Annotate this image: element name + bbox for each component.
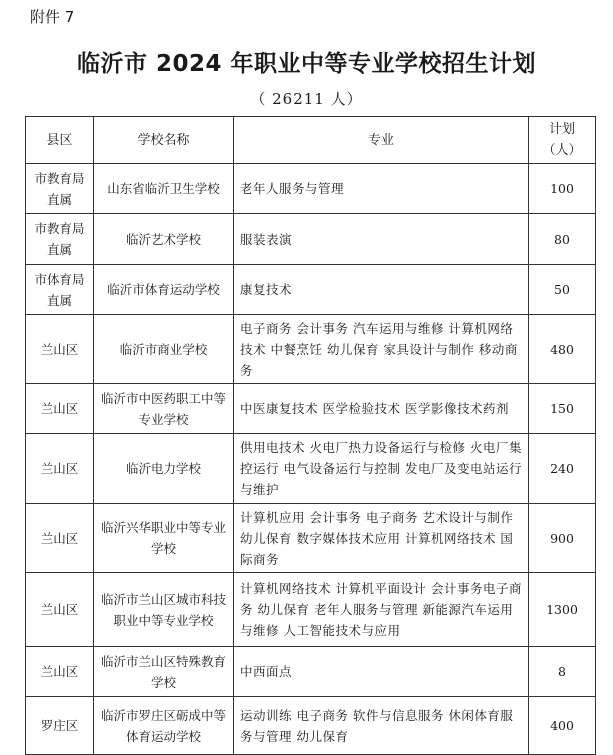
table-header-row bbox=[26, 117, 596, 164]
school-cell: 临沂市罗庄区砺成中等体育运动学校 bbox=[94, 697, 234, 755]
school-cell: 临沂市中医药职工中等专业学校 bbox=[94, 384, 234, 434]
plan-cell: 150 bbox=[529, 384, 596, 434]
school-cell: 临沂市体育运动学校 bbox=[94, 265, 234, 315]
majors-cell: 运动训练 电子商务 软件与信息服务 休闲体育服务与管理 幼儿保育 bbox=[234, 697, 529, 755]
county-cell: 兰山区 bbox=[26, 315, 94, 384]
school-cell: 临沂电力学校 bbox=[94, 434, 234, 504]
table-row bbox=[26, 434, 596, 504]
plan-cell: 400 bbox=[529, 697, 596, 755]
table-row bbox=[26, 573, 596, 647]
county-cell: 市教育局直属 bbox=[26, 164, 94, 214]
table-row bbox=[26, 315, 596, 384]
majors-cell: 中西面点 bbox=[234, 647, 529, 697]
majors-cell: 服装表演 bbox=[234, 214, 529, 265]
table-row bbox=[26, 214, 596, 265]
plan-cell: 240 bbox=[529, 434, 596, 504]
majors-cell: 老年人服务与管理 bbox=[234, 164, 529, 214]
plan-cell: 50 bbox=[529, 265, 596, 315]
plan-cell: 900 bbox=[529, 504, 596, 573]
majors-cell: 康复技术 bbox=[234, 265, 529, 315]
enrollment-plan-table bbox=[25, 116, 596, 755]
table-row bbox=[26, 265, 596, 315]
school-cell: 山东省临沂卫生学校 bbox=[94, 164, 234, 214]
school-cell: 临沂市兰山区特殊教育学校 bbox=[94, 647, 234, 697]
majors-cell: 供用电技术 火电厂热力设备运行与检修 火电厂集控运行 电气设备运行与控制 发电厂及变电站运行与维护 bbox=[234, 434, 529, 504]
header-school: 学校名称 bbox=[94, 117, 234, 164]
school-cell: 临沂艺术学校 bbox=[94, 214, 234, 265]
county-cell: 兰山区 bbox=[26, 647, 94, 697]
county-cell: 市教育局直属 bbox=[26, 214, 94, 265]
attachment-label: 附件 7 bbox=[30, 8, 75, 26]
total-count: （ 26211 人） bbox=[250, 90, 363, 108]
school-cell: 临沂市商业学校 bbox=[94, 315, 234, 384]
county-cell: 兰山区 bbox=[26, 504, 94, 573]
county-cell: 兰山区 bbox=[26, 434, 94, 504]
table-row bbox=[26, 504, 596, 573]
majors-cell: 中医康复技术 医学检验技术 医学影像技术药剂 bbox=[234, 384, 529, 434]
header-plan: 计划（人） bbox=[529, 117, 596, 164]
school-cell: 临沂兴华职业中等专业学校 bbox=[94, 504, 234, 573]
table-row bbox=[26, 647, 596, 697]
plan-cell: 480 bbox=[529, 315, 596, 384]
header-county: 县区 bbox=[26, 117, 94, 164]
county-cell: 兰山区 bbox=[26, 573, 94, 647]
majors-cell: 电子商务 会计事务 汽车运用与维修 计算机网络技术 中餐烹饪 幼儿保育 家具设计与制作 移动商务 bbox=[234, 315, 529, 384]
county-cell: 市体育局直属 bbox=[26, 265, 94, 315]
plan-cell: 80 bbox=[529, 214, 596, 265]
plan-cell: 8 bbox=[529, 647, 596, 697]
county-cell: 兰山区 bbox=[26, 384, 94, 434]
table-row bbox=[26, 384, 596, 434]
plan-cell: 100 bbox=[529, 164, 596, 214]
table-row bbox=[26, 164, 596, 214]
majors-cell: 计算机网络技术 计算机平面设计 会计事务电子商务 幼儿保育 老年人服务与管理 新能源汽车运用与维修 人工智能技术与应用 bbox=[234, 573, 529, 647]
page-title: 临沂市 2024 年职业中等专业学校招生计划 bbox=[76, 51, 537, 77]
header-majors: 专业 bbox=[234, 117, 529, 164]
majors-cell: 计算机应用 会计事务 电子商务 艺术设计与制作 幼儿保育 数字媒体技术应用 计算机网络技术 国际商务 bbox=[234, 504, 529, 573]
school-cell: 临沂市兰山区城市科技职业中等专业学校 bbox=[94, 573, 234, 647]
county-cell: 罗庄区 bbox=[26, 697, 94, 755]
table-row bbox=[26, 697, 596, 755]
plan-cell: 1300 bbox=[529, 573, 596, 647]
